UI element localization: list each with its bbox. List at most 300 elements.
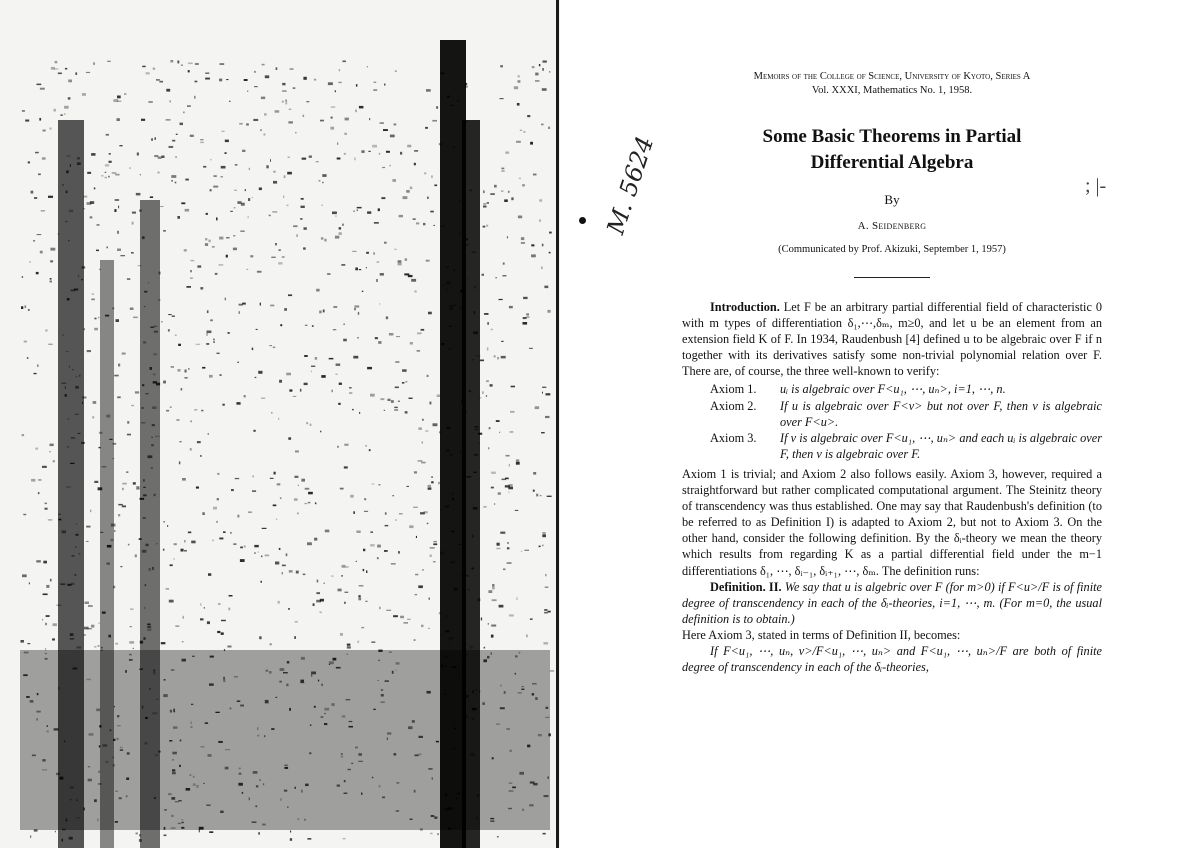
bleed-speckle bbox=[207, 621, 210, 624]
bleed-speckle bbox=[372, 777, 373, 778]
bleed-speckle bbox=[213, 339, 214, 341]
bleed-speckle bbox=[101, 649, 103, 651]
bleed-speckle bbox=[166, 588, 169, 590]
bleed-speckle bbox=[170, 406, 172, 408]
bleed-speckle bbox=[206, 343, 209, 345]
bleed-speckle bbox=[318, 680, 319, 682]
bleed-speckle bbox=[341, 756, 343, 758]
bleed-speckle bbox=[465, 85, 468, 87]
bleed-speckle bbox=[240, 231, 244, 232]
bleed-speckle bbox=[303, 77, 306, 80]
bleed-speckle bbox=[464, 412, 467, 414]
bleed-speckle bbox=[542, 392, 543, 394]
bleed-speckle bbox=[506, 728, 509, 730]
bleed-speckle bbox=[58, 73, 62, 75]
bleed-speckle bbox=[357, 209, 358, 211]
bleed-speckle bbox=[254, 86, 258, 87]
bleed-speckle bbox=[196, 344, 201, 345]
bleed-speckle bbox=[453, 588, 457, 591]
bleed-speckle bbox=[38, 479, 41, 480]
axiom-item bbox=[710, 398, 1102, 430]
axiom-text: uᵢ is algebraic over F<u₁, ⋯, uₙ>, i=1, ⋯, n. bbox=[780, 382, 1006, 397]
bleed-speckle bbox=[384, 84, 386, 86]
bleed-speckle bbox=[236, 402, 240, 405]
bleed-speckle bbox=[101, 647, 103, 649]
bleed-speckle bbox=[480, 360, 484, 362]
bleed-speckle bbox=[483, 206, 487, 208]
bleed-speckle bbox=[24, 652, 29, 654]
definition-heading: Definition. II. bbox=[710, 579, 782, 594]
bleed-speckle bbox=[536, 494, 538, 497]
bleed-speckle bbox=[70, 463, 74, 464]
bleed-speckle bbox=[302, 158, 307, 160]
bleed-speckle bbox=[483, 506, 486, 507]
bleed-speckle bbox=[394, 407, 398, 408]
bleed-speckle bbox=[113, 739, 116, 741]
bleed-speckle bbox=[210, 319, 213, 321]
bleed-speckle bbox=[320, 599, 324, 602]
bleed-speckle bbox=[507, 562, 512, 563]
bleed-speckle bbox=[153, 353, 157, 355]
bleed-speckle bbox=[153, 672, 155, 675]
bleed-speckle bbox=[164, 835, 167, 837]
bleed-speckle bbox=[458, 677, 460, 678]
bleed-speckle bbox=[176, 420, 179, 421]
bleed-speckle bbox=[539, 546, 541, 548]
bleed-speckle bbox=[260, 129, 262, 130]
bleed-speckle bbox=[430, 833, 432, 835]
bleed-speckle bbox=[319, 180, 321, 181]
bleed-speckle bbox=[384, 242, 387, 244]
bleed-speckle bbox=[130, 626, 132, 627]
bleed-speckle bbox=[47, 725, 48, 727]
bleed-speckle bbox=[452, 493, 453, 495]
bleed-speckle bbox=[190, 135, 194, 137]
bleed-speckle bbox=[415, 755, 419, 757]
bleed-speckle bbox=[320, 431, 321, 433]
bleed-speckle bbox=[102, 744, 107, 746]
bleed-speckle bbox=[164, 521, 165, 523]
bleed-speckle bbox=[120, 255, 125, 256]
bleed-speckle bbox=[301, 198, 304, 200]
bleed-speckle bbox=[229, 595, 233, 597]
bleed-speckle bbox=[330, 127, 334, 130]
bleed-speckle bbox=[53, 460, 55, 462]
bleed-speckle bbox=[178, 800, 181, 801]
bleed-speckle bbox=[320, 611, 322, 613]
bleed-speckle bbox=[148, 282, 149, 283]
bleed-speckle bbox=[257, 735, 259, 737]
bleed-speckle bbox=[461, 400, 462, 402]
bleed-speckle bbox=[280, 798, 281, 801]
bleed-speckle bbox=[396, 810, 399, 812]
bleed-speckle bbox=[465, 715, 468, 718]
bleed-speckle bbox=[60, 114, 62, 116]
bleed-speckle bbox=[242, 792, 244, 794]
bleed-speckle bbox=[225, 767, 229, 770]
bleed-speckle bbox=[369, 118, 370, 120]
bleed-speckle bbox=[475, 429, 479, 431]
bleed-speckle bbox=[62, 839, 63, 842]
bleed-speckle bbox=[476, 817, 478, 820]
bleed-speckle bbox=[423, 223, 425, 225]
bleed-speckle bbox=[288, 608, 290, 610]
bleed-speckle bbox=[75, 414, 79, 415]
bleed-speckle bbox=[350, 495, 354, 498]
bleed-speckle bbox=[82, 397, 86, 399]
bleed-speckle bbox=[156, 543, 158, 544]
bleed-speckle bbox=[482, 702, 485, 705]
bleed-speckle bbox=[461, 573, 466, 575]
bleed-speckle bbox=[295, 450, 299, 452]
bleed-speckle bbox=[366, 252, 369, 254]
bleed-speckle bbox=[427, 523, 429, 525]
bleed-speckle bbox=[22, 434, 25, 436]
bleed-speckle bbox=[282, 101, 284, 103]
bleed-speckle bbox=[115, 791, 117, 792]
bleed-speckle bbox=[364, 498, 366, 500]
bleed-speckle bbox=[478, 443, 480, 444]
bleed-speckle bbox=[373, 709, 375, 710]
bleed-speckle bbox=[137, 153, 139, 156]
bleed-speckle bbox=[261, 97, 265, 100]
bleed-speckle bbox=[252, 348, 254, 351]
bleed-speckle bbox=[478, 433, 482, 435]
bleed-speckle bbox=[67, 446, 69, 448]
bleed-speckle bbox=[347, 654, 348, 655]
bleed-speckle bbox=[163, 381, 166, 384]
bleed-speckle bbox=[322, 174, 326, 177]
bleed-speckle bbox=[468, 390, 471, 392]
bleed-speckle bbox=[168, 793, 172, 795]
bleed-speckle bbox=[242, 150, 245, 152]
bleed-speckle bbox=[270, 305, 274, 307]
bleed-speckle bbox=[535, 80, 540, 82]
bleed-speckle bbox=[526, 635, 528, 638]
bleed-speckle bbox=[120, 747, 123, 748]
bleed-speckle bbox=[511, 386, 515, 388]
bleed-speckle bbox=[530, 618, 533, 620]
bleed-speckle bbox=[219, 264, 224, 265]
bleed-speckle bbox=[496, 724, 500, 725]
bleed-speckle bbox=[225, 749, 230, 750]
bleed-speckle bbox=[457, 100, 459, 101]
divider-rule bbox=[854, 277, 930, 278]
bleed-speckle bbox=[471, 568, 474, 570]
bleed-speckle bbox=[142, 705, 143, 708]
bleed-speckle bbox=[422, 419, 424, 421]
bleed-speckle bbox=[204, 607, 205, 608]
bleed-speckle bbox=[210, 656, 214, 658]
bleed-speckle bbox=[133, 648, 134, 649]
bleed-speckle bbox=[266, 165, 269, 168]
bleed-speckle bbox=[150, 367, 153, 370]
bleed-speckle bbox=[465, 695, 469, 698]
bleed-speckle bbox=[428, 487, 432, 489]
bleed-speckle bbox=[353, 356, 358, 359]
bleed-speckle bbox=[37, 364, 38, 367]
bleed-speckle bbox=[442, 634, 443, 636]
bleed-speckle bbox=[56, 773, 60, 775]
bleed-speckle bbox=[364, 511, 368, 512]
bleed-speckle bbox=[284, 790, 287, 792]
bleed-speckle bbox=[382, 797, 385, 799]
bleed-speckle bbox=[120, 749, 123, 751]
bleed-speckle bbox=[427, 691, 431, 694]
bleed-speckle bbox=[116, 319, 120, 322]
bleed-speckle bbox=[83, 808, 84, 811]
bleed-speckle bbox=[392, 179, 396, 182]
bleed-speckle bbox=[344, 133, 347, 135]
bleed-speckle bbox=[40, 88, 45, 90]
bleed-speckle bbox=[359, 412, 360, 414]
bleed-speckle bbox=[270, 478, 274, 479]
bleed-speckle bbox=[182, 659, 187, 662]
bleed-speckle bbox=[206, 213, 208, 215]
bleed-speckle bbox=[297, 819, 299, 820]
bleed-speckle bbox=[191, 541, 195, 544]
bleed-speckle bbox=[357, 641, 359, 643]
paragraph-condition: If F<u₁, ⋯, uₙ, v>/F<u₁, ⋯, uₙ> and F<u₁, ⋯, uₙ>/F are both of finite degree of transcendency in each of the δᵢ-theories, bbox=[682, 643, 1102, 675]
bleed-speckle bbox=[166, 89, 170, 92]
bleed-speckle bbox=[289, 708, 291, 711]
bleed-speckle bbox=[413, 507, 418, 508]
bleed-speckle bbox=[441, 664, 443, 667]
bleed-speckle bbox=[544, 286, 548, 289]
bleed-speckle bbox=[196, 785, 199, 788]
bleed-speckle bbox=[529, 348, 533, 349]
bleed-speckle bbox=[287, 172, 292, 175]
bleed-speckle bbox=[392, 495, 394, 496]
bleed-speckle bbox=[367, 211, 371, 213]
bleed-speckle bbox=[82, 266, 86, 268]
bleed-speckle bbox=[155, 754, 158, 756]
bleed-speckle bbox=[205, 243, 208, 246]
bleed-speckle bbox=[209, 831, 213, 833]
bleed-speckle bbox=[244, 546, 246, 548]
bleed-speckle bbox=[153, 68, 155, 70]
bleed-speckle bbox=[115, 821, 118, 823]
bleed-speckle bbox=[492, 584, 494, 587]
axiom-item bbox=[710, 381, 1102, 397]
bleed-speckle bbox=[542, 387, 546, 388]
bleed-speckle bbox=[367, 367, 372, 369]
bleed-speckle bbox=[159, 272, 161, 275]
bleed-speckle bbox=[122, 483, 127, 485]
bleed-speckle bbox=[294, 636, 296, 639]
bleed-speckle bbox=[389, 333, 394, 336]
bleed-speckle bbox=[520, 130, 522, 131]
bleed-speckle bbox=[285, 102, 287, 104]
bleed-speckle bbox=[82, 402, 83, 404]
bleed-speckle bbox=[488, 590, 492, 593]
paragraph-axiom-discussion: Axiom 1 is trivial; and Axiom 2 also follows easily. Axiom 3, however, required a straightforward but rather complicated computational argument. The Steinitz theory of transcendency was thus established. One may say that Raudenbush's definition (to be referred to as Definition I) is adapted to Axiom 2, but not to Axiom 3. On the other hand, consider the following definition. By the δᵢ-theory we mean the theory which results from regarding K as a partial differential field under the m−1 differentiations δ₁, ⋯, δᵢ₋₁, δᵢ₊₁, ⋯, δₘ. The definition runs: bbox=[682, 466, 1102, 578]
bleed-speckle bbox=[256, 785, 259, 787]
bleed-speckle bbox=[135, 391, 139, 393]
bleed-speckle bbox=[50, 278, 52, 280]
bleed-speckle bbox=[265, 555, 270, 557]
bleed-speckle bbox=[532, 66, 535, 68]
bleed-speckle bbox=[321, 237, 324, 239]
bleed-speckle bbox=[173, 711, 175, 712]
bleed-speckle bbox=[416, 536, 417, 538]
bleed-speckle bbox=[543, 61, 547, 63]
bleed-speckle bbox=[127, 421, 129, 424]
bleed-speckle bbox=[529, 804, 533, 806]
bleed-speckle bbox=[542, 68, 544, 71]
bleed-speckle bbox=[42, 759, 45, 761]
bleed-speckle bbox=[98, 771, 100, 773]
bleed-speckle bbox=[156, 699, 158, 700]
bleed-speckle bbox=[145, 584, 147, 586]
bleed-speckle bbox=[477, 794, 479, 797]
bleed-speckle bbox=[491, 652, 493, 655]
bleed-speckle bbox=[546, 393, 551, 395]
bleed-speckle bbox=[343, 838, 346, 839]
bleed-speckle bbox=[341, 575, 342, 577]
bleed-speckle bbox=[392, 671, 394, 674]
bleed-speckle bbox=[371, 642, 375, 643]
bleed-speckle bbox=[275, 243, 277, 245]
bleed-speckle bbox=[312, 325, 314, 327]
bleed-speckle bbox=[222, 404, 224, 406]
bleed-speckle bbox=[127, 752, 130, 754]
bleed-speckle bbox=[45, 508, 48, 510]
bleed-speckle bbox=[173, 726, 177, 728]
bleed-speckle bbox=[139, 210, 142, 212]
bleed-speckle bbox=[187, 105, 191, 106]
bleed-speckle bbox=[542, 535, 546, 538]
bleed-speckle bbox=[323, 310, 325, 313]
bleed-speckle bbox=[175, 625, 179, 626]
bleed-speckle bbox=[147, 629, 151, 631]
bleed-speckle bbox=[131, 252, 134, 254]
bleed-speckle bbox=[65, 394, 67, 397]
right-page bbox=[682, 70, 1102, 675]
bleed-speckle bbox=[449, 306, 453, 307]
bleed-speckle bbox=[402, 369, 407, 372]
bleed-speckle bbox=[240, 547, 243, 549]
bleed-speckle bbox=[382, 167, 385, 168]
bleed-speckle bbox=[548, 733, 551, 736]
bleed-speckle bbox=[427, 375, 429, 377]
bleed-speckle bbox=[143, 637, 145, 640]
bleed-speckle bbox=[94, 188, 96, 190]
bleed-speckle bbox=[171, 797, 175, 800]
bleed-speckle bbox=[402, 382, 405, 384]
bleed-speckle bbox=[76, 524, 77, 525]
bleed-speckle bbox=[300, 680, 304, 683]
bleed-speckle bbox=[298, 485, 299, 486]
bleed-speckle bbox=[166, 119, 171, 121]
bleed-speckle bbox=[547, 310, 550, 313]
bleed-speckle bbox=[431, 815, 435, 817]
bleed-speckle bbox=[464, 123, 465, 125]
bleed-speckle bbox=[432, 777, 433, 780]
bleed-speckle bbox=[286, 553, 288, 556]
bleed-speckle bbox=[348, 769, 351, 770]
bleed-speckle bbox=[255, 377, 257, 378]
bleed-speckle bbox=[501, 168, 504, 170]
bleed-speckle bbox=[155, 436, 160, 437]
bleed-speckle bbox=[51, 67, 55, 70]
bleed-speckle bbox=[212, 246, 215, 247]
bleed-speckle bbox=[23, 674, 28, 676]
bleed-speckle bbox=[252, 197, 254, 198]
bleed-speckle bbox=[526, 316, 529, 318]
bleed-speckle bbox=[94, 646, 96, 647]
bleed-speckle bbox=[333, 306, 337, 307]
bleed-speckle bbox=[539, 64, 540, 66]
bleed-speckle bbox=[358, 312, 359, 315]
bleed-speckle bbox=[107, 545, 112, 548]
bleed-speckle bbox=[118, 364, 120, 367]
bleed-speckle bbox=[224, 649, 225, 651]
bleed-speckle bbox=[215, 712, 219, 713]
bleed-speckle bbox=[71, 437, 75, 438]
bleed-speckle bbox=[50, 444, 54, 447]
bleed-speckle bbox=[98, 487, 103, 490]
bleed-speckle bbox=[149, 568, 152, 571]
bleed-speckle bbox=[193, 783, 196, 786]
bleed-speckle bbox=[282, 83, 285, 85]
bleed-speckle bbox=[203, 783, 204, 784]
bleed-speckle bbox=[496, 277, 497, 278]
bleed-speckle bbox=[181, 65, 183, 66]
bleed-speckle bbox=[151, 437, 152, 438]
bleed-speckle bbox=[143, 494, 147, 496]
bleed-speckle bbox=[532, 693, 534, 695]
bleed-speckle bbox=[154, 331, 158, 333]
bleed-speckle bbox=[129, 167, 130, 169]
bleed-speckle bbox=[190, 774, 192, 776]
bleed-speckle bbox=[354, 157, 355, 160]
bleed-speckle bbox=[188, 70, 190, 72]
bleed-speckle bbox=[221, 176, 223, 178]
bleed-speckle bbox=[395, 519, 396, 521]
bleed-speckle bbox=[164, 809, 167, 810]
bleed-speckle bbox=[399, 513, 403, 514]
bleed-speckle bbox=[497, 357, 499, 359]
bleed-speckle bbox=[380, 273, 384, 276]
bleed-speckle bbox=[127, 278, 130, 280]
bleed-speckle bbox=[58, 514, 60, 515]
bleed-speckle bbox=[509, 790, 514, 792]
bleed-speckle bbox=[314, 79, 316, 81]
bleed-speckle bbox=[482, 391, 483, 394]
bleed-speckle bbox=[43, 594, 48, 596]
bleed-speckle bbox=[297, 513, 299, 515]
bleed-speckle bbox=[129, 659, 133, 661]
bleed-speckle bbox=[540, 495, 542, 496]
bleed-speckle bbox=[31, 191, 34, 194]
bleed-speckle bbox=[383, 129, 388, 131]
bleed-speckle bbox=[287, 205, 289, 207]
bleed-speckle bbox=[449, 642, 451, 643]
bleed-speckle bbox=[381, 694, 384, 697]
intro-heading: Introduction. bbox=[710, 300, 780, 314]
bleed-speckle bbox=[422, 442, 423, 444]
bleed-speckle bbox=[199, 827, 204, 830]
bleed-speckle bbox=[324, 708, 329, 711]
bleed-speckle bbox=[341, 264, 345, 266]
bleed-speckle bbox=[139, 834, 141, 836]
page-gutter bbox=[556, 0, 559, 848]
bleed-speckle bbox=[394, 753, 397, 755]
bleed-speckle bbox=[487, 347, 489, 350]
bleed-speckle bbox=[219, 538, 223, 540]
bleed-speckle bbox=[387, 737, 388, 740]
